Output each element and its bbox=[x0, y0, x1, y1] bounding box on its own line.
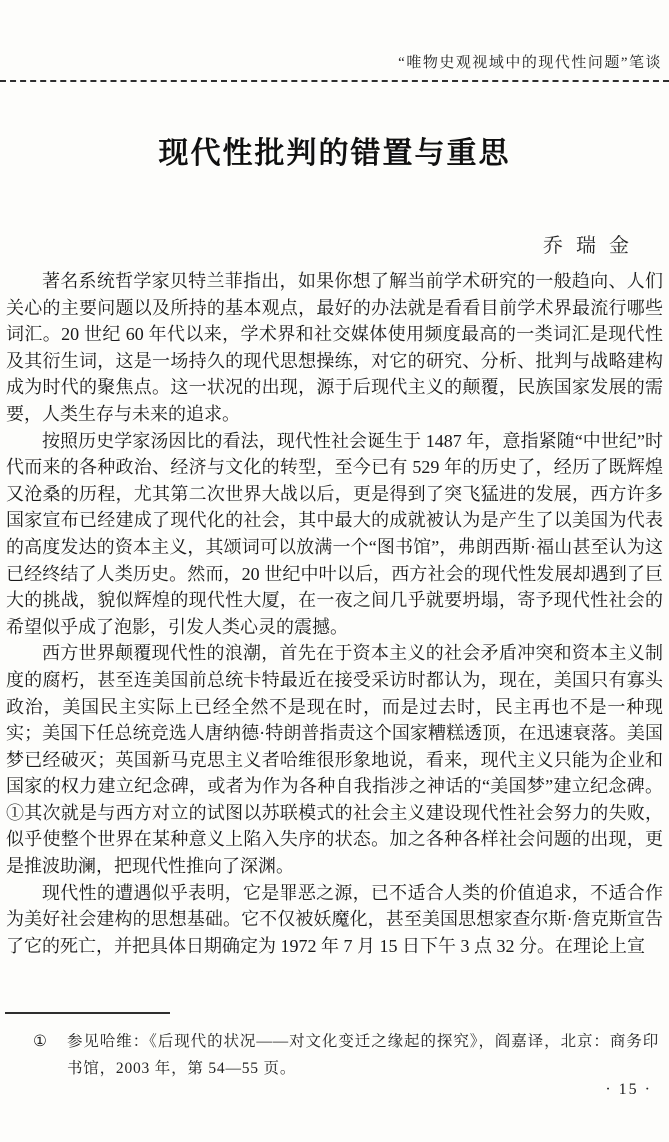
journal-header-note: “唯物史观视域中的现代性问题”笔谈 bbox=[398, 55, 662, 71]
footnote bbox=[33, 1028, 659, 1082]
page-number: · 15 · bbox=[605, 1081, 652, 1098]
footnote-marker: ① bbox=[33, 1033, 48, 1050]
footnote-text: 参见哈维：《后现代的状况——对文化变迁之缘起的探究》，阎嘉译，北京：商务印书馆，2003 年，第 54—55 页。 bbox=[67, 1033, 659, 1077]
author-name: 乔 瑞 金 bbox=[543, 235, 633, 257]
header-dashed-rule bbox=[0, 80, 669, 82]
body-paragraph: 按照历史学家汤因比的看法，现代性社会诞生于 1487 年，意指紧随“中世纪”时代而来的各种政治、经济与文化的转型，至今已有 529 年的历史了，经历了既辉煌又沧桑的历程，尤其第二次世界大战以后，更是得到了突飞猛进的发展，西方许多国家宣布已经建成了现代化的社会，其中最大的成就被认为是产生了以美国为代表的高度发达的资本主义，其颂词可以放满一个“图书馆”，弗朗西斯·福山甚至认为这已经终结了人类历史。然而，20 世纪中叶以后，西方社会的现代性发展却遇到了巨大的挑战，貌似辉煌的现代性大厦，在一夜之间几乎就要坍塌，寄予现代性社会的希望似乎成了泡影，引发人类心灵的震撼。 bbox=[6, 430, 663, 637]
footnote-separator bbox=[5, 1012, 170, 1014]
article-title: 现代性批判的错置与重思 bbox=[158, 137, 511, 170]
body-paragraph: 西方世界颠覆现代性的浪潮，首先在于资本主义的社会矛盾冲突和资本主义制度的腐朽，甚至连美国前总统卡特最近在接受采访时都认为，现在，美国只有寡头政治，美国民主实际上已经全然不是现在时，而是过去时，民主再也不是一种现实；美国下任总统竞选人唐纳德·特朗普指责这个国家糟糕透顶，在迅速衰落。美国梦已经破灭；英国新马克思主义者哈维很形象地说，看来，现代主义只能为企业和国家的权力建立纪念碑，或者为作为各种自我指涉之神话的“美国梦”建立纪念碑。①其次就是与西方对立的试图以苏联模式的社会主义建设现代性社会努力的失败，似乎使整个世界在某种意义上陷入失序的状态。加之各种各样社会问题的出现，更是推波助澜，把现代性推向了深渊。 bbox=[6, 643, 663, 877]
body-paragraph: 著名系统哲学家贝特兰菲指出，如果你想了解当前学术研究的一般趋向、人们关心的主要问题以及所持的基本观点，最好的办法就是看看目前学术界最流行哪些词汇。20 世纪 60 年代以来，学术界和社交媒体使用频度最高的一类词汇是现代性及其衍生词，这是一场持久的现代思想操练，对它的研究、分析、批判与战略建构成为时代的聚焦点。这一状况的出现，源于后现代主义的颠覆，民族国家发展的需要，人类生存与未来的追求。 bbox=[6, 271, 663, 424]
article-body bbox=[6, 268, 663, 959]
body-paragraph: 现代性的遭遇似乎表明，它是罪恶之源，已不适合人类的价值追求，不适合作为美好社会建构的思想基础。它不仅被妖魔化，甚至美国思想家查尔斯·詹克斯宣告了它的死亡，并把具体日期确定为 1972 年 7 月 15 日下午 3 点 32 分。在理论上宣 bbox=[6, 882, 663, 956]
